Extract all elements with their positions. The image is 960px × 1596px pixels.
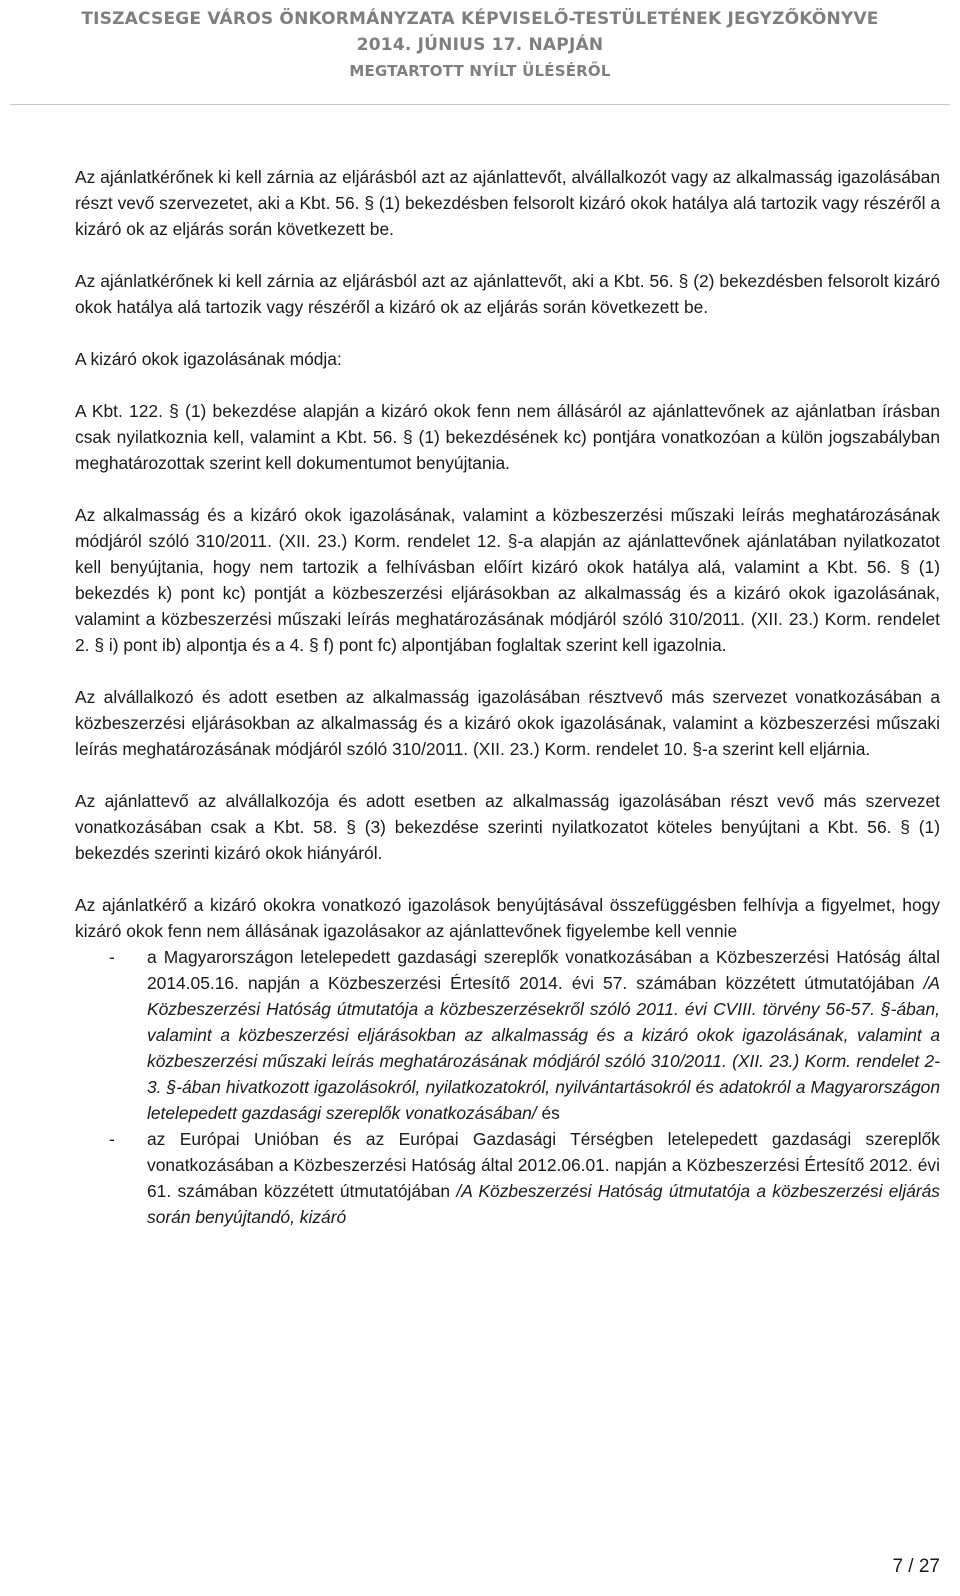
- list-item-1-italic: /A Közbeszerzési Hatóság útmutatója a közbeszerzésekről szóló 2011. évi CVIII. törvény 56-57. §-ában, valamint a közbeszerzési eljárásokban az alkalmasság és a kizáró okok igazolásának, valamint a közbeszerzési műszaki leírás meghatározásának módjáról szóló 310/2011. (XII. 23.) Korm. rendelet 2-3. §-ában hivatkozott igazolásokról, nyilatkozatokról, nyilvántartásokról és adatokról a Magyarországon letelepedett gazdasági szereplők vonatkozásában/: [147, 973, 940, 1123]
- paragraph-6: Az alvállalkozó és adott esetben az alkalmasság igazolásában résztvevő más szervezet vonatkozásában a közbeszerzési eljárásokban az alkalmasság és a kizáró okok igazolásának, valamint a közbeszerzési műszaki leírás meghatározásának módjáról szóló 310/2011. (XII. 23.) Korm. rendelet 10. §-a szerint kell eljárnia.: [75, 687, 940, 759]
- list-item-1-end: és: [536, 1103, 560, 1123]
- document-header: [0, 6, 960, 84]
- paragraph-1: Az ajánlatkérőnek ki kell zárnia az eljárásból azt az ajánlattevőt, alvállalkozót vagy az alkalmasság igazolásában részt vevő szervezetet, aki a Kbt. 56. § (1) bekezdésben felsorolt kizáró okok hatálya alá tartozik vagy részéről a kizáró ok az eljárás során következett be.: [75, 167, 940, 239]
- list-item-2-text: az Európai Unióban és az Európai Gazdasági Térségben letelepedett gazdasági szereplők vonatkozásában a Közbeszerzési Hatóság által 2012.06.01. napján a Közbeszerzési Értesítő 2012. évi 61. számában közzétett útmutatójában: [147, 1129, 940, 1201]
- paragraph-4: A Kbt. 122. § (1) bekezdése alapján a kizáró okok fenn nem állásáról az ajánlattevőnek az ajánlatban írásban csak nyilatkoznia kell, valamint a Kbt. 56. § (1) bekezdésének kc) pontjára vonatkozóan a külön jogszabályban meghatározottak szerint kell dokumentumot benyújtania.: [75, 401, 940, 473]
- list-item: [75, 944, 940, 1126]
- list-item: [75, 1126, 940, 1230]
- document-body: [75, 164, 940, 1230]
- list-item-2-italic: /A Közbeszerzési Hatóság útmutatója a közbeszerzési eljárás során benyújtandó, kizáró: [147, 1181, 940, 1227]
- requirements-list: [75, 944, 940, 1230]
- list-item-1-text: a Magyarországon letelepedett gazdasági szereplők vonatkozásában a Közbeszerzési Hatóság által 2014.05.16. napján a Közbeszerzési Értesítő 2014. évi 57. számában közzétett útmutatójában: [147, 947, 940, 993]
- header-title-line1: TISZACSEGE VÁROS ÖNKORMÁNYZATA KÉPVISELŐ-TESTÜLETÉNEK JEGYZŐKÖNYVE: [81, 9, 879, 29]
- page-number: 7 / 27: [892, 1556, 940, 1577]
- paragraph-5: Az alkalmasság és a kizáró okok igazolásának, valamint a közbeszerzési műszaki leírás meghatározásának módjáról szóló 310/2011. (XII. 23.) Korm. rendelet 12. §-a alapján az ajánlattevőnek ajánlatában nyilatkozatot kell benyújtania, hogy nem tartozik a felhívásban előírt kizáró okok hatálya alá, valamint a Kbt. 56. § (1) bekezdés k) pont kc) pontját a közbeszerzési eljárásokban az alkalmasság és a kizáró okok igazolásának, valamint a közbeszerzési műszaki leírás meghatározásának módjáról szóló 310/2011. (XII. 23.) Korm. rendelet 2. § i) pont ib) alpontja és a 4. § f) pont fc) alpontjában foglaltak szerint kell igazolnia.: [75, 505, 940, 655]
- paragraph-2: Az ajánlatkérőnek ki kell zárnia az eljárásból azt az ajánlattevőt, aki a Kbt. 56. § (2) bekezdésben felsorolt kizáró okok hatálya alá tartozik vagy részéről a kizáró ok az eljárás során következett be.: [75, 271, 940, 317]
- paragraph-3: A kizáró okok igazolásának módja:: [75, 349, 342, 369]
- list-dash: -: [109, 1129, 115, 1149]
- header-divider: [10, 104, 950, 105]
- paragraph-8: Az ajánlatkérő a kizáró okokra vonatkozó igazolások benyújtásával összefüggésben felhívja a figyelmet, hogy kizáró okok fenn nem állásának igazolásakor az ajánlattevőnek figyelembe kell vennie: [75, 895, 940, 941]
- header-title-line3: MEGTARTOTT NYÍLT ÜLÉSÉRŐL: [349, 62, 611, 80]
- header-title-line2: 2014. JÚNIUS 17. NAPJÁN: [356, 35, 604, 55]
- list-dash: -: [109, 947, 115, 967]
- paragraph-7: Az ajánlattevő az alvállalkozója és adott esetben az alkalmasság igazolásában részt vevő más szervezet vonatkozásában csak a Kbt. 58. § (3) bekezdése szerinti nyilatkozatot köteles benyújtani a Kbt. 56. § (1) bekezdés szerinti kizáró okok hiányáról.: [75, 791, 940, 863]
